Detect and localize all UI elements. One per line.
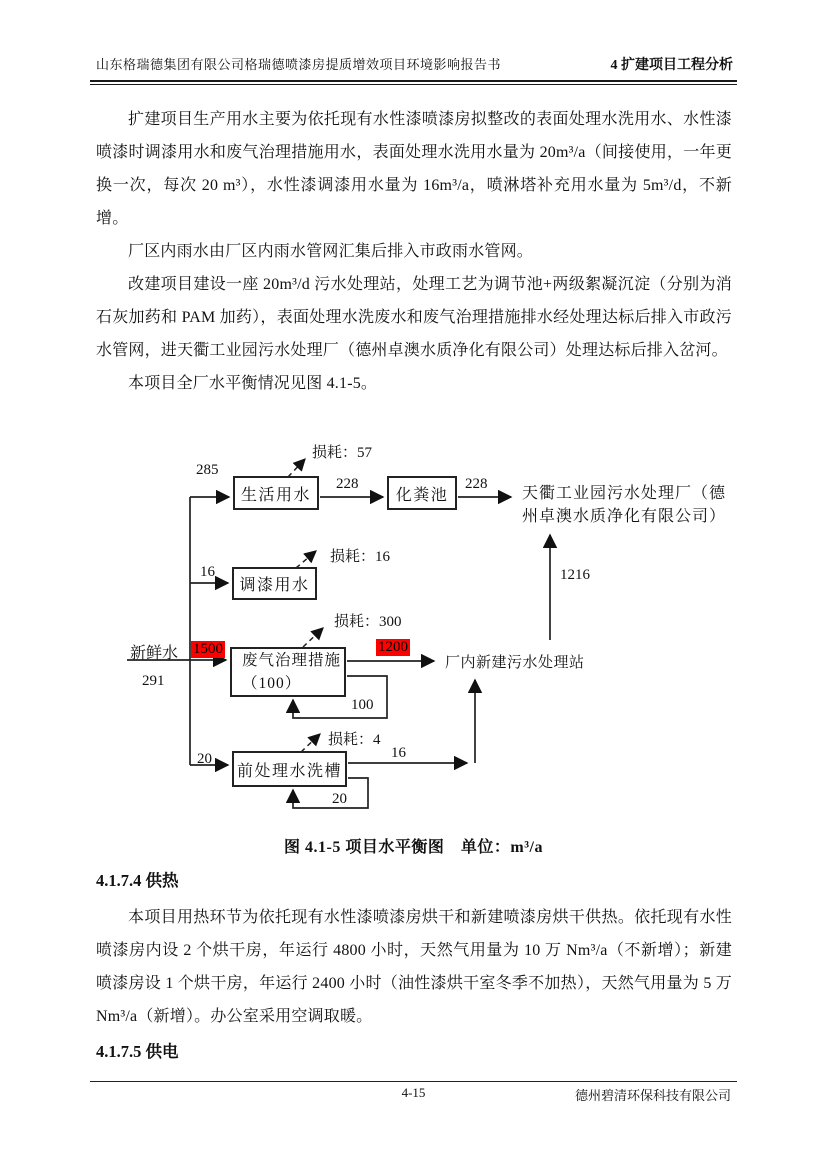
paragraph-rainwater: 厂区内雨水由厂区内雨水管网汇集后排入市政雨水管网。 — [128, 243, 534, 260]
page-number: 4-15 — [401, 1085, 426, 1100]
label-loss-pretreatment: 损耗：4 — [328, 732, 381, 748]
dashed-loss-domestic — [288, 459, 305, 477]
value-gas-out-highlight: 1200 — [378, 639, 408, 655]
page-header — [96, 54, 733, 74]
dashed-loss-pretreatment — [301, 734, 320, 752]
dashed-loss-gas — [303, 628, 323, 647]
header-rule-thin — [90, 84, 737, 85]
value-gas-in-highlight: 1500 — [193, 641, 223, 657]
value-septic-out: 228 — [465, 476, 488, 492]
paragraph-figure-ref: 本项目全厂水平衡情况见图 4.1-5。 — [128, 375, 378, 392]
dashed-loss-mixing — [296, 551, 316, 568]
water-balance-diagram — [90, 440, 750, 840]
section-heading-power: 4.1.7.5 供电 — [96, 1042, 179, 1061]
header-chapter-title: 4 扩建项目工程分析 — [610, 58, 733, 73]
node-septic-tank-label: 化粪池 — [395, 486, 449, 504]
label-loss-mixing: 损耗：16 — [330, 549, 391, 565]
node-gas-treatment-box — [230, 647, 346, 697]
node-paint-mixing-label: 调漆用水 — [239, 577, 310, 594]
value-pre-in: 20 — [197, 751, 212, 767]
footer-rule — [90, 1081, 737, 1082]
header-report-title: 山东格瑞德集团有限公司格瑞德喷漆房提质增效项目环境影响报告书 — [96, 57, 502, 72]
value-pre-recycle: 20 — [332, 791, 347, 807]
value-station-out: 1216 — [560, 567, 590, 583]
node-septic-tank-box — [387, 476, 457, 510]
body-paragraphs — [96, 103, 732, 400]
header-rule-thick — [90, 80, 737, 82]
value-domestic-in: 285 — [196, 462, 219, 478]
node-pretreatment-label: 前处理水洗槽 — [236, 762, 342, 780]
value-gas-recycle: 100 — [351, 697, 374, 713]
label-loss-gas: 损耗：300 — [334, 614, 402, 630]
node-paint-mixing-box — [232, 567, 317, 600]
paragraph-heating: 本项目用热环节为依托现有水性漆喷漆房烘干和新建喷漆房烘干供热。依托现有水性喷漆房内设 2 个烘干房，年运行 4800 小时，天然气用量为 10 万 Nm³/a（不新增）；新建喷漆房设 1 个烘干房，年运行 2400 小时（油性漆烘干室冬季不加热），天然气用量为 5 万 Nm³/a（新增）。办公室采用空调取暖。 — [96, 909, 732, 1025]
label-onsite-station: 厂内新建污水处理站 — [445, 655, 585, 671]
paragraph-water-use: 扩建项目生产用水主要为依托现有水性漆喷漆房拟整改的表面处理水洗用水、水性漆喷漆时调漆用水和废气治理措施用水，表面处理水洗用水量为 20m³/a（间接使用，一年更换一次，每次 20 m³），水性漆调漆用水量为 16m³/a，喷淋塔补充用水量为 5m³/d，不新增。 — [96, 111, 732, 227]
section-heading-heating: 4.1.7.4 供热 — [96, 871, 179, 890]
footer-company: 德州碧清环保科技有限公司 — [574, 1088, 731, 1103]
node-pretreatment-box — [232, 751, 347, 787]
label-fresh-water: 新鲜水 — [130, 645, 179, 662]
value-fresh-total: 291 — [142, 673, 165, 689]
value-domestic-out: 228 — [336, 476, 359, 492]
label-loss-domestic: 损耗：57 — [312, 445, 373, 461]
node-domestic-water-label: 生活用水 — [240, 486, 311, 504]
paragraph-wastewater: 改建项目建设一座 20m³/d 污水处理站，处理工艺为调节池+两级絮凝沉淀（分别为消石灰加药和 PAM 加药），表面处理水洗废水和废气治理措施排水经处理达标后排入市政污水管网，进天衢工业园污水处理厂（德州卓澳水质净化有限公司）处理达标后排入岔河。 — [96, 276, 732, 359]
node-gas-treatment-label: 废气治理措施 — [242, 652, 342, 669]
value-pre-out: 16 — [391, 745, 406, 761]
label-industrial-park: 天衢工业园污水处理厂（德州卓澳水质净化有限公司） — [522, 485, 727, 525]
node-gas-treatment-sublabel: （100） — [242, 675, 302, 692]
node-domestic-water-box — [233, 476, 319, 510]
value-mixing-in: 16 — [200, 564, 215, 580]
figure-caption: 图 4.1-5 项目水平衡图 单位：m³/a — [284, 839, 543, 856]
